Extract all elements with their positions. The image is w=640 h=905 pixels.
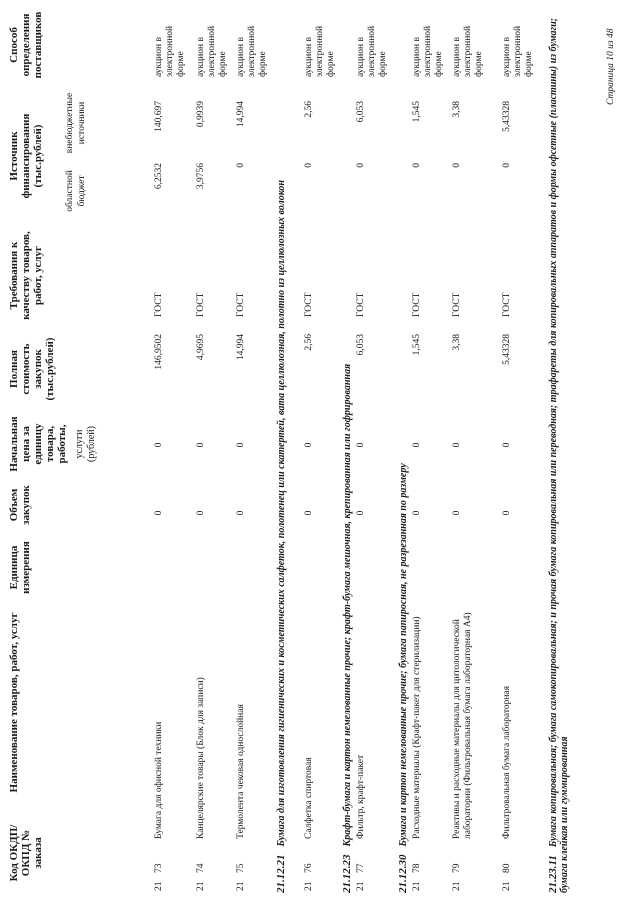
row-procurement-method: аукцион в электронной форме bbox=[356, 25, 388, 77]
section-title: Бумага для изготовления гигиенических и косметических салфеток, полотенец или скатертей, вата целлюлозная, полотно из целлюлозных волокон bbox=[276, 180, 287, 847]
header-price: Начальная цена за единицу товара, работы, bbox=[8, 416, 68, 472]
row-code-region: 21 bbox=[452, 881, 462, 891]
row-code-region: 21 bbox=[196, 881, 206, 891]
row-unit-price: 0 bbox=[452, 442, 462, 448]
row-procurement-method: аукцион в электронной форме bbox=[412, 25, 444, 77]
header-method: Способ определения поставщиков bbox=[8, 11, 44, 79]
row-regional-budget: 0 bbox=[236, 163, 246, 168]
row-quality-standard: ГОСТ bbox=[236, 292, 246, 317]
row-total-cost: 6,053 bbox=[356, 334, 366, 356]
header-extra-budget: внебюджетные источники bbox=[65, 92, 87, 154]
row-unit-price: 0 bbox=[304, 442, 314, 448]
row-unit-price: 0 bbox=[196, 442, 206, 448]
row-item-name: Фильтровальная бумага лабораторная bbox=[502, 685, 512, 839]
row-order-number: 80 bbox=[502, 863, 512, 873]
header-unit: Единица измерения bbox=[8, 541, 32, 594]
row-order-number: 76 bbox=[304, 863, 314, 873]
row-total-cost: 3,38 bbox=[452, 334, 462, 351]
row-regional-budget: 0 bbox=[356, 163, 366, 168]
row-procurement-method: аукцион в электронной форме bbox=[452, 25, 484, 77]
row-regional-budget: 6,2532 bbox=[154, 163, 164, 190]
header-price-sub: услуги (рублей) bbox=[74, 426, 97, 463]
row-procurement-method: аукцион в электронной форме bbox=[502, 25, 534, 77]
row-quality-standard: ГОСТ bbox=[502, 292, 512, 317]
row-total-cost: 146,9502 bbox=[154, 334, 164, 370]
row-quality-standard: ГОСТ bbox=[304, 292, 314, 317]
row-volume: 0 bbox=[236, 510, 246, 516]
row-order-number: 73 bbox=[154, 863, 164, 873]
row-item-name: Канцелярские товары (Блок для записи) bbox=[196, 677, 206, 839]
header-code: Код ОКДП/ ОКПД № заказа bbox=[8, 824, 44, 882]
row-regional-budget: 0 bbox=[304, 163, 314, 168]
row-code-region: 21 bbox=[154, 881, 164, 891]
row-extra-budget: 5,43328 bbox=[502, 101, 512, 132]
row-code-region: 21 bbox=[304, 881, 314, 891]
row-unit-price: 0 bbox=[154, 442, 164, 448]
row-procurement-method: аукцион в электронной форме bbox=[196, 25, 228, 77]
row-regional-budget: 0 bbox=[502, 163, 512, 168]
row-extra-budget: 140,697 bbox=[154, 101, 164, 132]
row-code-region: 21 bbox=[412, 881, 422, 891]
row-order-number: 75 bbox=[236, 863, 246, 873]
row-volume: 0 bbox=[154, 510, 164, 516]
row-volume: 0 bbox=[196, 510, 206, 516]
row-quality-standard: ГОСТ bbox=[196, 292, 206, 317]
row-extra-budget: 3,38 bbox=[452, 101, 462, 118]
header-volume: Объем закупок bbox=[8, 485, 32, 525]
row-volume: 0 bbox=[412, 510, 422, 516]
row-total-cost: 4,9695 bbox=[196, 334, 206, 361]
row-extra-budget: 14,994 bbox=[236, 101, 246, 128]
row-item-name: Расходные материалы (Крафт-пакет для стерилизации) bbox=[412, 616, 422, 839]
row-unit-price: 0 bbox=[412, 442, 422, 448]
row-total-cost: 2,56 bbox=[304, 334, 314, 351]
row-extra-budget: 6,053 bbox=[356, 101, 366, 123]
row-unit-price: 0 bbox=[236, 442, 246, 448]
header-total: Полная стоимость закупок (тыс.рублей) bbox=[8, 337, 56, 401]
row-procurement-method: аукцион в электронной форме bbox=[154, 25, 186, 77]
row-item-name: Реактивы и расходные материалы для цитологической лаборатории (Фильтровальная бумага лабораторная А4) bbox=[452, 612, 473, 839]
row-unit-price: 0 bbox=[356, 442, 366, 448]
page-number: Страница 10 из 48 bbox=[606, 28, 616, 105]
header-funding-source: Источник финансирования (тыс.рублей) bbox=[8, 113, 44, 199]
row-volume: 0 bbox=[502, 510, 512, 516]
row-procurement-method: аукцион в электронной форме bbox=[304, 25, 336, 77]
row-item-name: Фильтр, крафт-пакет bbox=[356, 754, 366, 839]
row-regional-budget: 0 bbox=[452, 163, 462, 168]
row-order-number: 79 bbox=[452, 863, 462, 873]
row-procurement-method: аукцион в электронной форме bbox=[236, 25, 268, 77]
row-extra-budget: 1,545 bbox=[412, 101, 422, 123]
section-code: 21.12.30 bbox=[397, 854, 409, 893]
row-quality-standard: ГОСТ bbox=[452, 292, 462, 317]
section-title: Бумага копировальная; бумага самокопировальная; и прочая бумага копировальная или переводная; трафареты для копировальных аппаратов и формы офсетные (пластины) из бумаги; бумага клейкая или гуммированная bbox=[548, 17, 570, 893]
header-requirements: Требования к качеству товаров, работ, услуг bbox=[8, 231, 44, 320]
row-total-cost: 1,545 bbox=[412, 334, 422, 356]
section-code: 21.12.23 bbox=[341, 854, 353, 893]
section-heading bbox=[398, 13, 409, 893]
section-heading bbox=[548, 13, 570, 893]
row-unit-price: 0 bbox=[502, 442, 512, 448]
row-quality-standard: ГОСТ bbox=[356, 292, 366, 317]
row-item-name: Бумага для офисной техники bbox=[154, 721, 164, 839]
row-total-cost: 5,43328 bbox=[502, 334, 512, 365]
row-extra-budget: 0,9939 bbox=[196, 101, 206, 128]
row-volume: 0 bbox=[304, 510, 314, 516]
section-code: 21.23.11 bbox=[547, 855, 559, 893]
row-code-region: 21 bbox=[502, 881, 512, 891]
row-order-number: 78 bbox=[412, 863, 422, 873]
row-code-region: 21 bbox=[236, 881, 246, 891]
row-order-number: 77 bbox=[356, 863, 366, 873]
header-name: Наименование товаров, работ, услуг bbox=[8, 612, 20, 793]
row-item-name: Термолента чековая однослойная bbox=[236, 704, 246, 839]
row-quality-standard: ГОСТ bbox=[154, 292, 164, 317]
row-total-cost: 14,994 bbox=[236, 334, 246, 361]
row-quality-standard: ГОСТ bbox=[412, 292, 422, 317]
row-extra-budget: 2,56 bbox=[304, 101, 314, 118]
row-item-name: Салфетка спиртовая bbox=[304, 757, 314, 839]
row-regional-budget: 3,9756 bbox=[196, 163, 206, 190]
section-title: Бумага и картон немелованные прочие; бумага папиросная, не разрезанная по размеру bbox=[398, 463, 409, 847]
row-volume: 0 bbox=[356, 510, 366, 516]
section-heading bbox=[276, 13, 287, 893]
row-regional-budget: 0 bbox=[412, 163, 422, 168]
section-heading bbox=[342, 13, 353, 893]
section-title: Крафт-бумага и картон немелованные прочие; крафт-бумага мешочная, крепированная или гофрированная bbox=[342, 363, 353, 847]
section-code: 21.12.21 bbox=[275, 854, 287, 893]
row-code-region: 21 bbox=[356, 881, 366, 891]
header-regional-budget: областной бюджет bbox=[65, 170, 87, 212]
row-volume: 0 bbox=[452, 510, 462, 516]
row-order-number: 74 bbox=[196, 863, 206, 873]
